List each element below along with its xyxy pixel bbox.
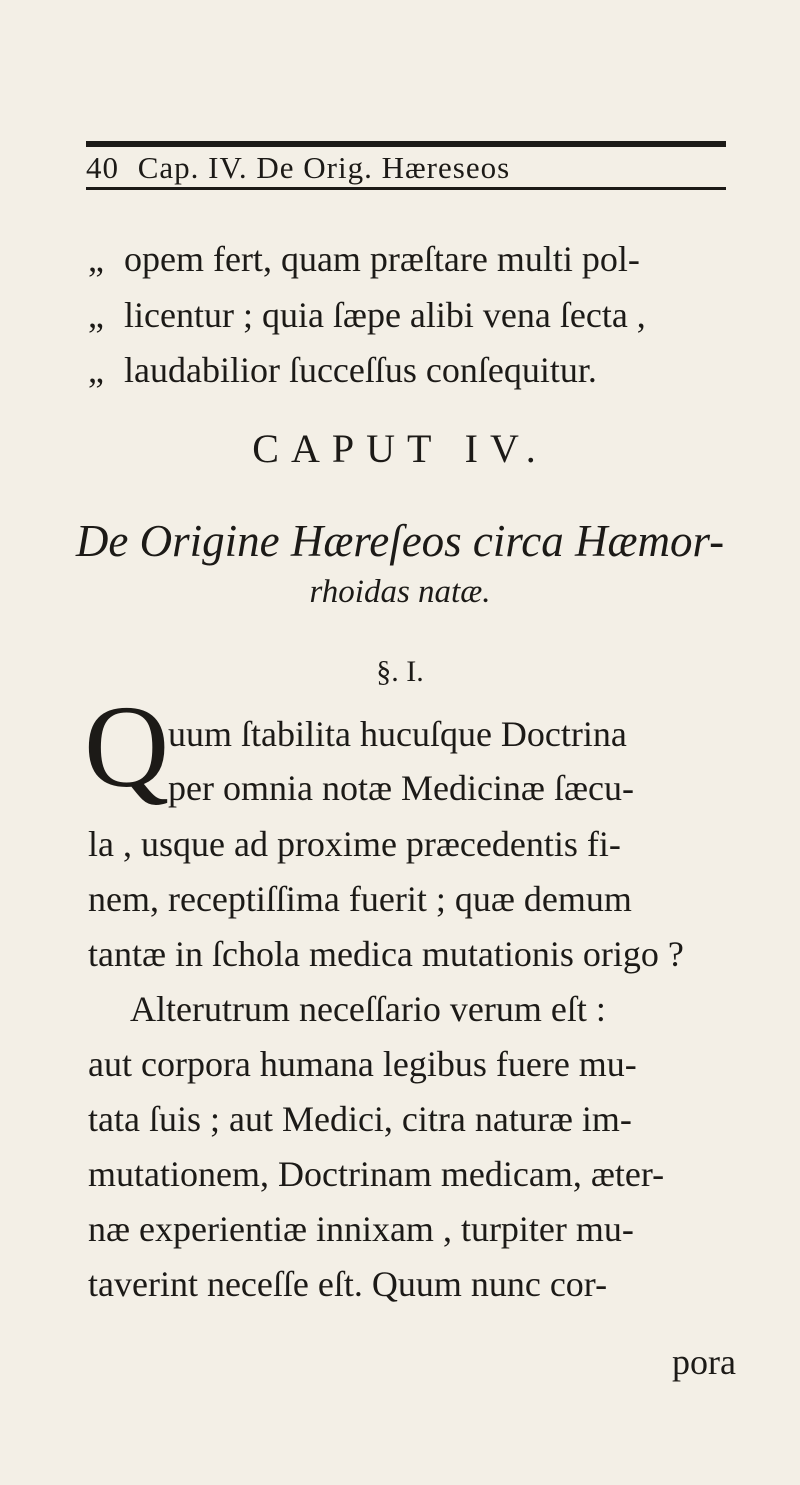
paragraph-line: nem, receptiſſima fuerit ; quæ demum [88, 879, 632, 919]
chapter-heading: CAPUT IV. [252, 426, 548, 471]
chapter-title-line1: De Origine Hæreſeos circa Hæmor- [75, 516, 725, 566]
quote-mark: „ [88, 239, 104, 279]
header-rule-top [86, 141, 726, 147]
paragraph-line: tantæ in ſchola medica mutationis origo ? [88, 934, 684, 974]
section-mark: §. I. [376, 655, 424, 688]
paragraph-line: uum ſtabilita hucuſque Doctrina [168, 714, 627, 754]
paragraph-line: aut corpora humana legibus fuere mu- [88, 1044, 637, 1084]
paragraph-line: taverint neceſſe eſt. Quum nunc cor- [88, 1264, 608, 1304]
running-header [86, 150, 726, 186]
header-rule-bottom [86, 187, 726, 190]
drop-cap: Q [84, 681, 170, 812]
paragraph-line: mutationem, Doctrinam medicam, æter- [88, 1154, 665, 1194]
continuation-line: „ laudabilior ſucceſſus conſequitur. [88, 350, 597, 390]
catchword: pora [672, 1342, 736, 1382]
running-title: Cap. IV. De Orig. Hæreseos [137, 150, 511, 185]
paragraph-line: la , usque ad proxime præcedentis fi- [88, 824, 621, 864]
continuation-line: „ opem fert, quam præſtare multi pol- [88, 239, 640, 279]
paragraph-line: Alterutrum neceſſario verum eſt : [130, 989, 606, 1029]
paragraph-line: næ experientiæ innixam , turpiter mu- [88, 1209, 634, 1249]
chapter-title-line2: rhoidas natæ. [309, 574, 491, 610]
continuation-line: „ licentur ; quia ſæpe alibi vena ſecta , [88, 295, 646, 335]
paragraph-line: per omnia notæ Medicinæ ſæcu- [168, 768, 634, 808]
quote-mark: „ [88, 295, 104, 335]
paragraph-line: tata ſuis ; aut Medici, citra naturæ im- [88, 1099, 632, 1139]
quote-mark: „ [88, 350, 104, 390]
page-number: 40 [86, 150, 119, 185]
